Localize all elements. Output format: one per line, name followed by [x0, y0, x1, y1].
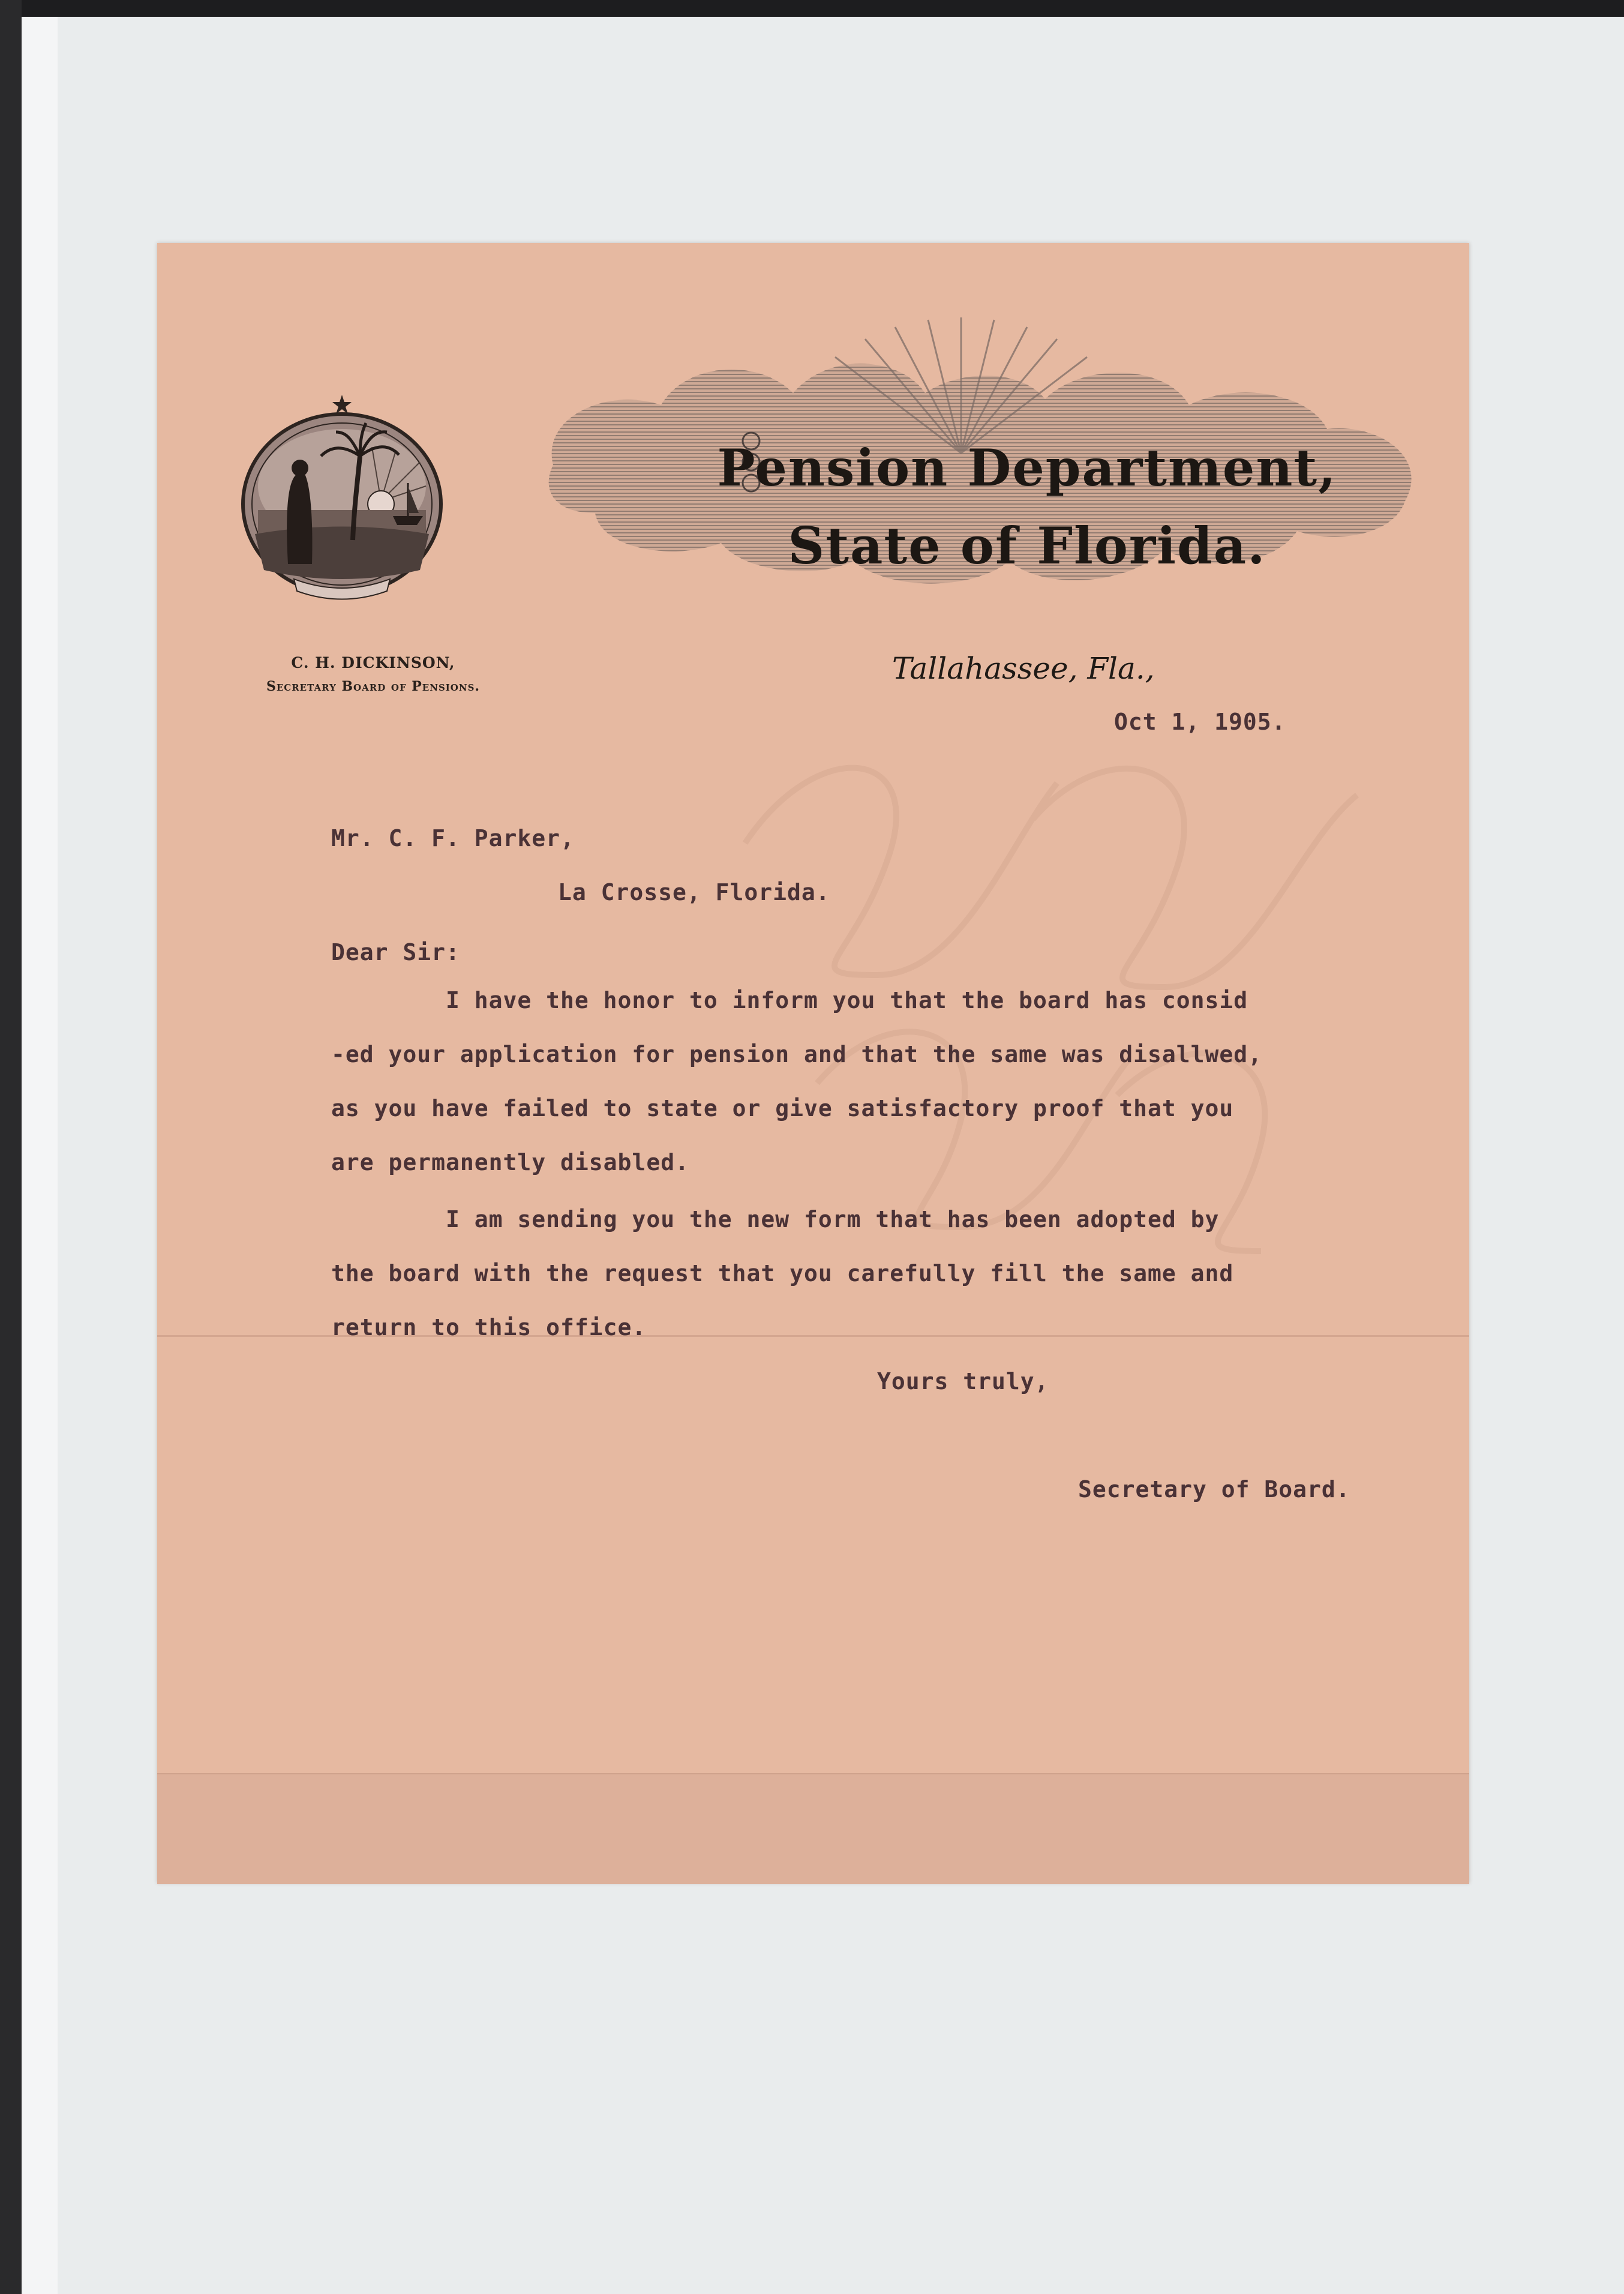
letter-date: Oct 1, 1905.	[1114, 709, 1286, 735]
letterhead-place: Tallahassee, Fla.,	[892, 651, 1155, 686]
letter-body-line: are permanently disabled.	[331, 1149, 689, 1176]
letter-recipient: Mr. C. F. Parker,	[331, 825, 575, 851]
letter-body-line: the board with the request that you carefully fill the same and	[331, 1260, 1234, 1287]
letter-address: La Crosse, Florida.	[558, 879, 830, 905]
florida-state-seal	[240, 390, 444, 606]
letter-signature: Secretary of Board.	[1078, 1476, 1350, 1503]
secretary-block	[205, 654, 541, 694]
letter-body-line: return to this office.	[331, 1314, 647, 1341]
paper-fold	[157, 1773, 1469, 1884]
letter-salutation: Dear Sir:	[331, 939, 460, 965]
scanner-margin	[22, 17, 58, 2294]
letter-sheet	[157, 243, 1469, 1883]
letterhead-title-line1: Pension Department,	[717, 438, 1337, 497]
letter-body-line: I am sending you the new form that has been adopted by	[331, 1206, 1220, 1233]
letterhead-title-line2: State of Florida.	[788, 516, 1266, 575]
letter-body-line: as you have failed to state or give satisfactory proof that you	[331, 1095, 1234, 1121]
secretary-title: Secretary Board of Pensions.	[266, 679, 481, 694]
letter-body-line: -ed your application for pension and that the same was disallwed,	[331, 1041, 1263, 1067]
letter-closing: Yours truly,	[877, 1368, 1049, 1395]
letterhead-title	[697, 429, 1357, 585]
letter-body-line: I have the honor to inform you that the board has consid	[331, 987, 1248, 1013]
scanner-frame-top	[0, 0, 1624, 17]
secretary-name: C. H. DICKINSON,	[291, 654, 455, 671]
scanner-frame-left	[0, 0, 22, 2294]
